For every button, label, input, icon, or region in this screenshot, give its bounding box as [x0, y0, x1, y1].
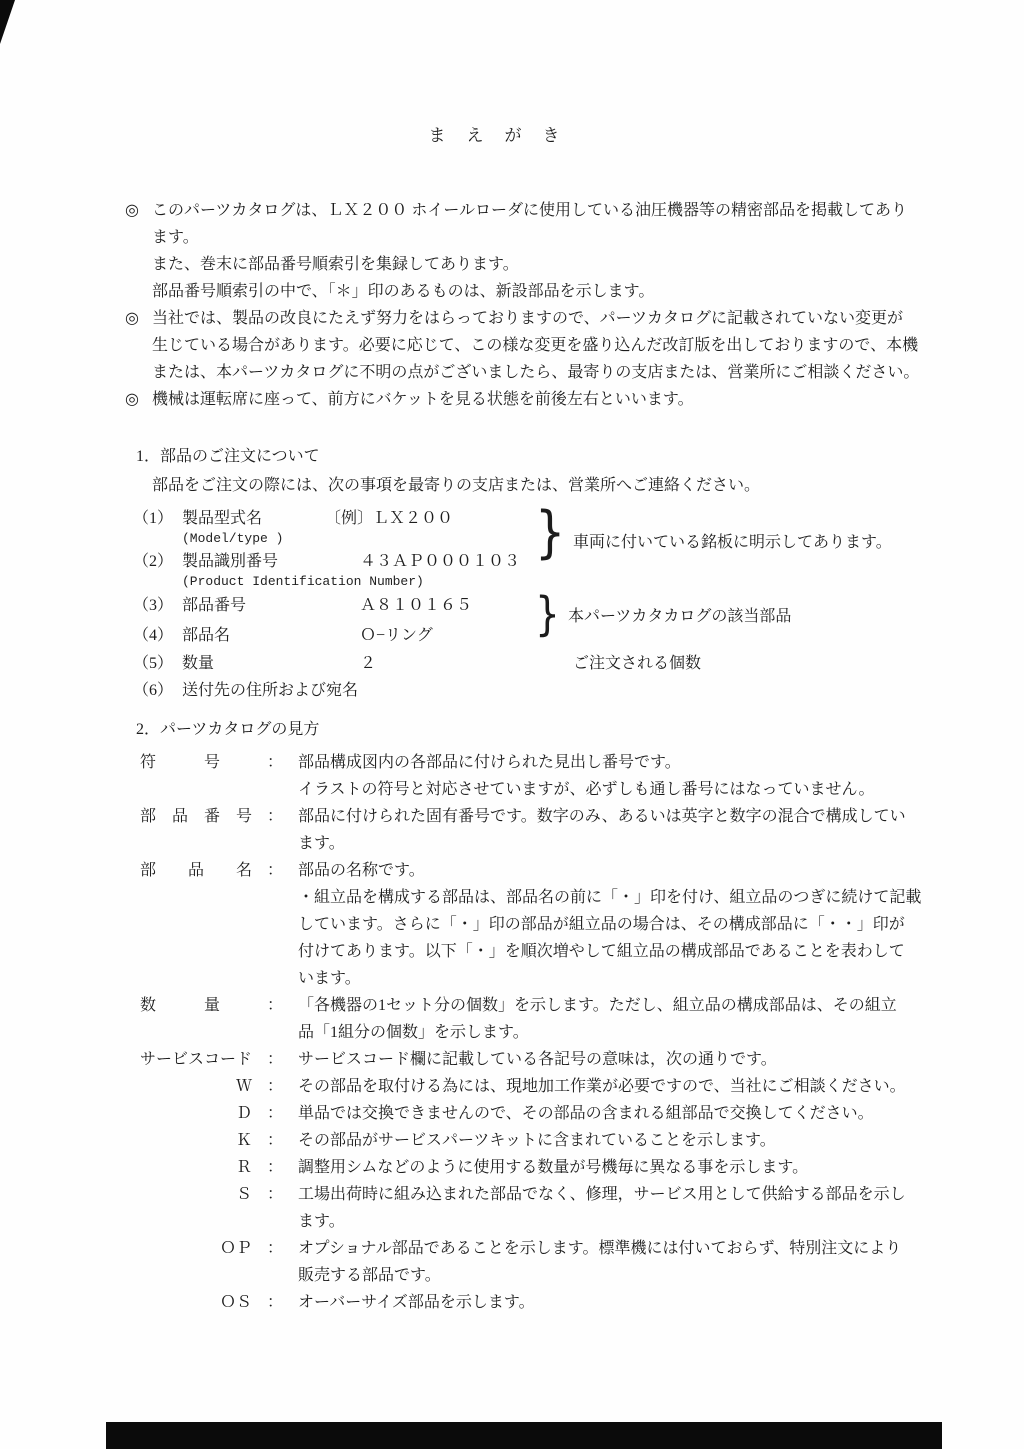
glossary-definition: [298, 857, 980, 992]
glossary-row: [140, 992, 980, 1046]
service-code-definition: [298, 1181, 980, 1235]
service-code-row: [140, 1154, 980, 1181]
item-label: 数量: [182, 655, 215, 672]
item-sublabel-en: (Model/type ): [182, 531, 284, 546]
order-section-intro: 部品をご注文の際には、次の事項を最寄りの支店または、営業所へご連絡ください。: [152, 477, 761, 494]
service-code-row: [140, 1181, 980, 1235]
text-line: 機械は運転席に座って、前方にバケットを見る状態を前後左右といいます。: [152, 391, 694, 408]
guide-section-heading: 2．パーツカタログの見方: [136, 721, 320, 738]
text-line: 部品に付けられた固有番号です。数字のみ、あるいは英字と数字の混合で構成してい: [298, 808, 906, 825]
bullet-icon: ◎: [125, 391, 139, 408]
text-line: 当社では、製品の改良にたえず努力をはらっておりますので、パーツカタログに記載されていない変更が: [152, 310, 904, 327]
item-label: 部品名: [182, 627, 231, 644]
text-line: 調整用シムなどのように使用する数量が号機毎に異なる事を示します。: [298, 1159, 809, 1176]
service-code-row: [140, 1289, 980, 1316]
item-number: （6）: [133, 682, 174, 699]
service-code: Ｋ: [235, 1132, 252, 1149]
annotation-catalog-part: 本パーツカタカログの該当部品: [568, 608, 792, 625]
bullet-icon: ◎: [125, 202, 139, 219]
text-line: ・組立品を構成する部品は、部品名の前に「・」印を付け、組立品のつぎに続けて記載: [298, 889, 922, 906]
service-code: Ｒ: [235, 1159, 252, 1176]
item-value: ２: [360, 655, 377, 672]
service-code-row: [140, 1127, 980, 1154]
preface-notes: [125, 197, 945, 413]
item-sublabel-en: (Product Identification Number): [182, 574, 424, 589]
text-line: ます。: [298, 835, 345, 852]
preface-note: [125, 386, 945, 413]
text-line: または、本パーツカタログに不明の点がございましたら、最寄りの支店または、営業所にご相談ください。: [152, 364, 920, 381]
item-number: （4）: [133, 627, 174, 644]
text-line: 部品構成図内の各部品に付けられた見出し番号です。: [298, 754, 681, 771]
glossary-row: [140, 803, 980, 857]
glossary-term: 部 品 番 号: [140, 808, 253, 825]
text-line: オプショナル部品であることを示します。標準機には付いておらず、特別注文により: [298, 1240, 902, 1257]
note-body: [152, 197, 945, 305]
item-label: 部品番号: [182, 597, 247, 614]
colon-separator: ：: [266, 1132, 283, 1149]
item-value: 〔例〕ＬＸ２００: [325, 510, 454, 527]
service-code-row: [140, 1100, 980, 1127]
page-title: ま え が き: [428, 126, 562, 145]
colon-separator: ：: [266, 1294, 283, 1311]
service-code: ＯＰ: [219, 1240, 252, 1257]
service-code-definition: [298, 1154, 980, 1181]
preface-note: [125, 197, 945, 305]
service-code: Ｓ: [235, 1186, 252, 1203]
glossary-definition: [298, 1046, 980, 1073]
colon-separator: ：: [266, 1051, 283, 1068]
grouping-brace: }: [535, 500, 566, 565]
service-code-definition: [298, 1073, 980, 1100]
scan-artifact-corner: [0, 0, 15, 44]
text-line: また、巻末に部品番号順索引を集録してあります。: [152, 256, 519, 273]
scan-artifact-bottom-bar: [106, 1422, 942, 1449]
colon-separator: ：: [266, 754, 283, 771]
text-line: 「各機器の1セット分の個数」を示します。ただし、組立品の構成部品は、その組立: [298, 997, 897, 1014]
service-code-definition: [298, 1127, 980, 1154]
text-line: その部品を取付ける為には、現地加工作業が必要ですので、当社にご相談ください。: [298, 1078, 906, 1095]
glossary-definition: [298, 749, 980, 803]
service-code: Ｄ: [235, 1105, 252, 1122]
colon-separator: ：: [266, 997, 283, 1014]
text-line: ます。: [152, 229, 199, 246]
preface-note: [125, 305, 945, 386]
order-section-heading: 1．部品のご注文について: [136, 448, 320, 465]
item-label: 製品識別番号: [182, 553, 279, 570]
item-value: ４３ＡＰ０００１０３: [360, 553, 521, 570]
colon-separator: ：: [266, 1159, 283, 1176]
text-line: 販売する部品です。: [298, 1267, 441, 1284]
item-number: （2）: [133, 553, 174, 570]
annotation-order-quantity: ご注文される個数: [573, 655, 702, 672]
colon-separator: ：: [266, 1186, 283, 1203]
service-code-definition: [298, 1100, 980, 1127]
colon-separator: ：: [266, 808, 283, 825]
text-line: 品「1組分の個数」を示します。: [298, 1024, 529, 1041]
text-line: しています。さらに「・」印の部品が組立品の場合は、その構成部品に「・・」印が: [298, 916, 905, 933]
glossary-list: [140, 749, 980, 1316]
text-line: 部品の名称です。: [298, 862, 425, 879]
colon-separator: ：: [266, 1240, 283, 1257]
glossary-definition: [298, 992, 980, 1046]
item-value: Ｏ−リング: [360, 627, 433, 644]
glossary-term: 符 号: [140, 754, 221, 771]
item-label: 送付先の住所および宛名: [182, 682, 359, 699]
note-body: [152, 386, 945, 413]
glossary-row: [140, 1046, 980, 1073]
service-code-definition: [298, 1235, 980, 1289]
glossary-term: 部 品 名: [140, 862, 253, 879]
service-code: Ｗ: [235, 1078, 252, 1095]
text-line: 付けてあります。以下「・」を順次増やして組立品の構成部品であることを表わして: [298, 943, 905, 960]
colon-separator: ：: [266, 862, 283, 879]
glossary-definition: [298, 803, 980, 857]
item-label: 製品型式名: [182, 510, 263, 527]
service-code-definition: [298, 1289, 980, 1316]
glossary-row: [140, 857, 980, 992]
service-code-row: [140, 1073, 980, 1100]
glossary-row: [140, 749, 980, 803]
colon-separator: ：: [266, 1078, 283, 1095]
text-line: 部品番号順索引の中で、「＊」印のあるものは、新設部品を示します。: [152, 283, 655, 300]
text-line: います。: [298, 970, 361, 987]
service-code: ＯＳ: [219, 1294, 252, 1311]
text-line: 生じている場合があります。必要に応じて、この様な変更を盛り込んだ改訂版を出しておりますので、本機: [152, 337, 919, 354]
text-line: オーバーサイズ部品を示します。: [298, 1294, 535, 1311]
colon-separator: ：: [266, 1105, 283, 1122]
item-value: Ａ８１０１６５: [360, 597, 473, 614]
text-line: イラストの符号と対応させていますが、必ずしも通し番号にはなっていません。: [298, 781, 875, 798]
glossary-term: 数 量: [140, 997, 221, 1014]
bullet-icon: ◎: [125, 310, 139, 327]
text-line: その部品がサービスパーツキットに含まれていることを示します。: [298, 1132, 776, 1149]
order-example-block: [125, 500, 995, 718]
item-number: （3）: [133, 597, 174, 614]
text-line: 工場出荷時に組み込まれた部品でなく、修理，サービス用として供給する部品を示し: [298, 1186, 906, 1203]
annotation-nameplate: 車両に付いている銘板に明示してあります。: [573, 534, 892, 551]
grouping-brace: }: [535, 587, 560, 641]
text-line: 単品では交換できませんので、その部品の含まれる組部品で交換してください。: [298, 1105, 874, 1122]
note-body: [152, 305, 945, 386]
item-number: （1）: [133, 510, 174, 527]
glossary-term: サービスコード: [140, 1051, 253, 1068]
item-number: （5）: [133, 655, 174, 672]
text-line: サービスコード欄に記載している各記号の意味は，次の通りです。: [298, 1051, 777, 1068]
text-line: ます。: [298, 1213, 345, 1230]
text-line: このパーツカタログは、ＬＸ２００ ホイールローダに使用している油圧機器等の精密部品を掲載してあり: [152, 202, 908, 219]
service-code-row: [140, 1235, 980, 1289]
